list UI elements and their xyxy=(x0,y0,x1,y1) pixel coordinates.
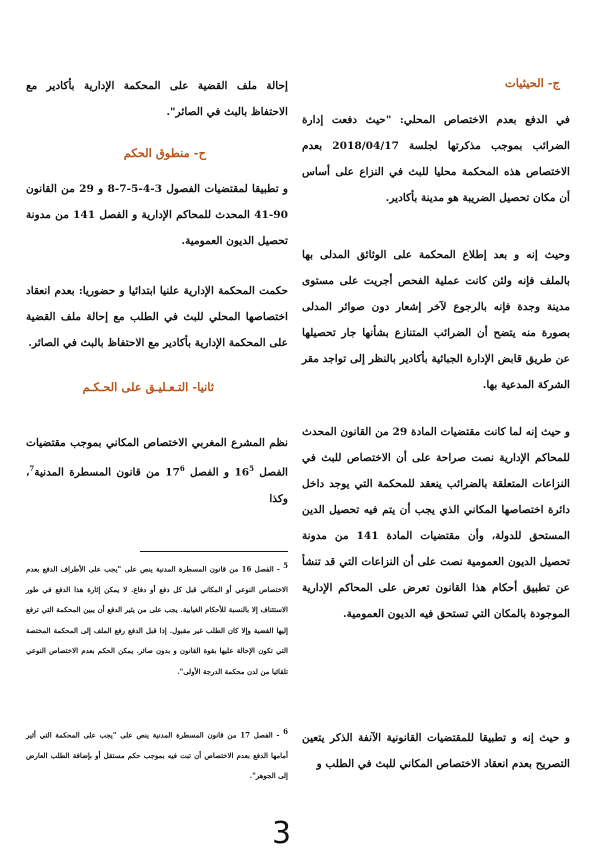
paragraph-text: من قانون المسطرة المدنية xyxy=(34,466,166,479)
footnote-5 xyxy=(26,556,288,682)
footnote-ref-6: 6 xyxy=(179,464,185,473)
paragraph-conclusion: و حيث إنه و تطبيقا للمقتضيات القانونية الآنفة الذكر يتعين التصريح بعدم انعقاد الاختصاص المكاني للبث في الطلب و xyxy=(302,732,570,770)
footnote-separator xyxy=(140,551,288,552)
footnote-number: 6 xyxy=(283,727,288,736)
footnote-6 xyxy=(26,722,288,787)
paragraph-article-29: و حيث إنه لما كانت مقتضيات المادة 29 من القانون المحدث للمحاكم الإدارية نصت صراحة على أن الاختصاص للبث في النزاعات المتعلقة بالضرائب ينعقد للمحكمة التي يوجد داخل دائرة اختصاصها المكاني الذي يجب أن يتم فيه تحصيل الدين المستحق للدولة، وأن مقتضيات المادة 141 من مدونة تحصيل الديون العمومية نصت على أن النزاعات التي قد تنشأ عن تطبيق أحكام هذا القانون تعرض على المحاكم الإدارية الموجودة بالمكان التي تستحق فيه الديون العمومية. xyxy=(302,426,570,620)
paragraph-local-jurisdiction-plea: في الدفع بعدم الاختصاص المحلي: "حيث دفعت إدارة الضرائب بموجب مذكرتها لجلسة 2018/04/17 بعدم الاختصاص هذه المحكمة محليا للبث في النزاع على أساس أن مكان تحصيل الضريبة هو مدينة بأكادير. xyxy=(302,114,570,204)
paragraph-text: نظم المشرع المغربي الاختصاص المكاني بموجب مقتضيات الفصل 16 xyxy=(26,437,289,479)
paragraph-text: ، وكذا xyxy=(26,466,288,505)
paragraph-territorial-jurisdiction xyxy=(26,430,288,512)
paragraph-legal-basis: و تطبيقا لمقتضيات الفصول 3-4-5-7-8 و 29 من القانون 90-41 المحدث للمحاكم الإدارية و الفصل 141 من مدونة تحصيل الديون العمومية. xyxy=(26,183,288,247)
footnote-text: - الفصل 17 من قانون المسطرة المدنية ينص على "يجب على المحكمة التي أثير أمامها الدفع بعدم الاختصاص أن تبت فيه بموجب حكم مستقل أو بإضافة الطلب العارض إلى الجوهر". xyxy=(26,730,288,781)
section-heading-grounds: ج- الحيثيات xyxy=(504,76,560,90)
footnote-ref-7: 7 xyxy=(29,464,35,473)
paragraph-text: و الفصل 17 xyxy=(165,466,235,479)
section-heading-ruling: ح- منطوق الحكم xyxy=(123,146,206,160)
paragraph-documents-review: وحيث إنه و بعد إطلاع المحكمة على الوثائق المدلى بها بالملف فإنه ولئن كانت عملية الفحص أجريت على مستوى مدينة وجدة فإنه بالرجوع لآخر إشعار دون صوائر المدلى بصورة منه يتضح أن الضرائب المتنازع بشأنها جار تحصيلها عن طريق قابض الإدارة الجبائية بأكادير بالنظر إلى تواجد مقر الشركة المدعية بها. xyxy=(302,249,570,391)
page-number: 3 xyxy=(272,816,292,851)
section-heading-commentary: ثانيا- التـعـليـق على الحـكـم xyxy=(82,380,214,394)
footnote-number: 5 xyxy=(283,561,288,570)
footnote-ref-5: 5 xyxy=(249,464,254,473)
paragraph-referral: إحالة ملف القضية على المحكمة الإدارية بأكادير مع الاحتفاظ بالبث في الصائر". xyxy=(26,80,288,118)
footnote-text: - الفصل 16 من قانون المسطرة المدنية ينص على "يجب على الأطراف الدفع بعدم الاختصاص النوعي أو المكاني قبل كل دفع أو دفاع. لا يمكن إثارة هذا الدفع في طور الاستئناف إلا بالنسبة للأحكام الغيابية. يجب على من يثير الدفع أن يبين المحكمة التي ترفع إليها القضية وإلا كان الطلب غير مقبول. إذا قبل الدفع رفع الملف إلى المحكمة المختصة التي تكون الإحالة عليها بقوة القانون و بدون صائر. يمكن الحكم بعدم الاختصاص النوعي تلقائيا من لدن محكمة الدرجة الأولى". xyxy=(26,564,288,676)
paragraph-judgment: حكمت المحكمة الإدارية علنيا ابتدائيا و حضوريا: بعدم انعقاد اختصاصها المحلي للبث في الطلب مع إحالة ملف القضية على المحكمة الإدارية بأكادير مع الاحتفاظ بالبث في الصائر. xyxy=(26,285,288,349)
